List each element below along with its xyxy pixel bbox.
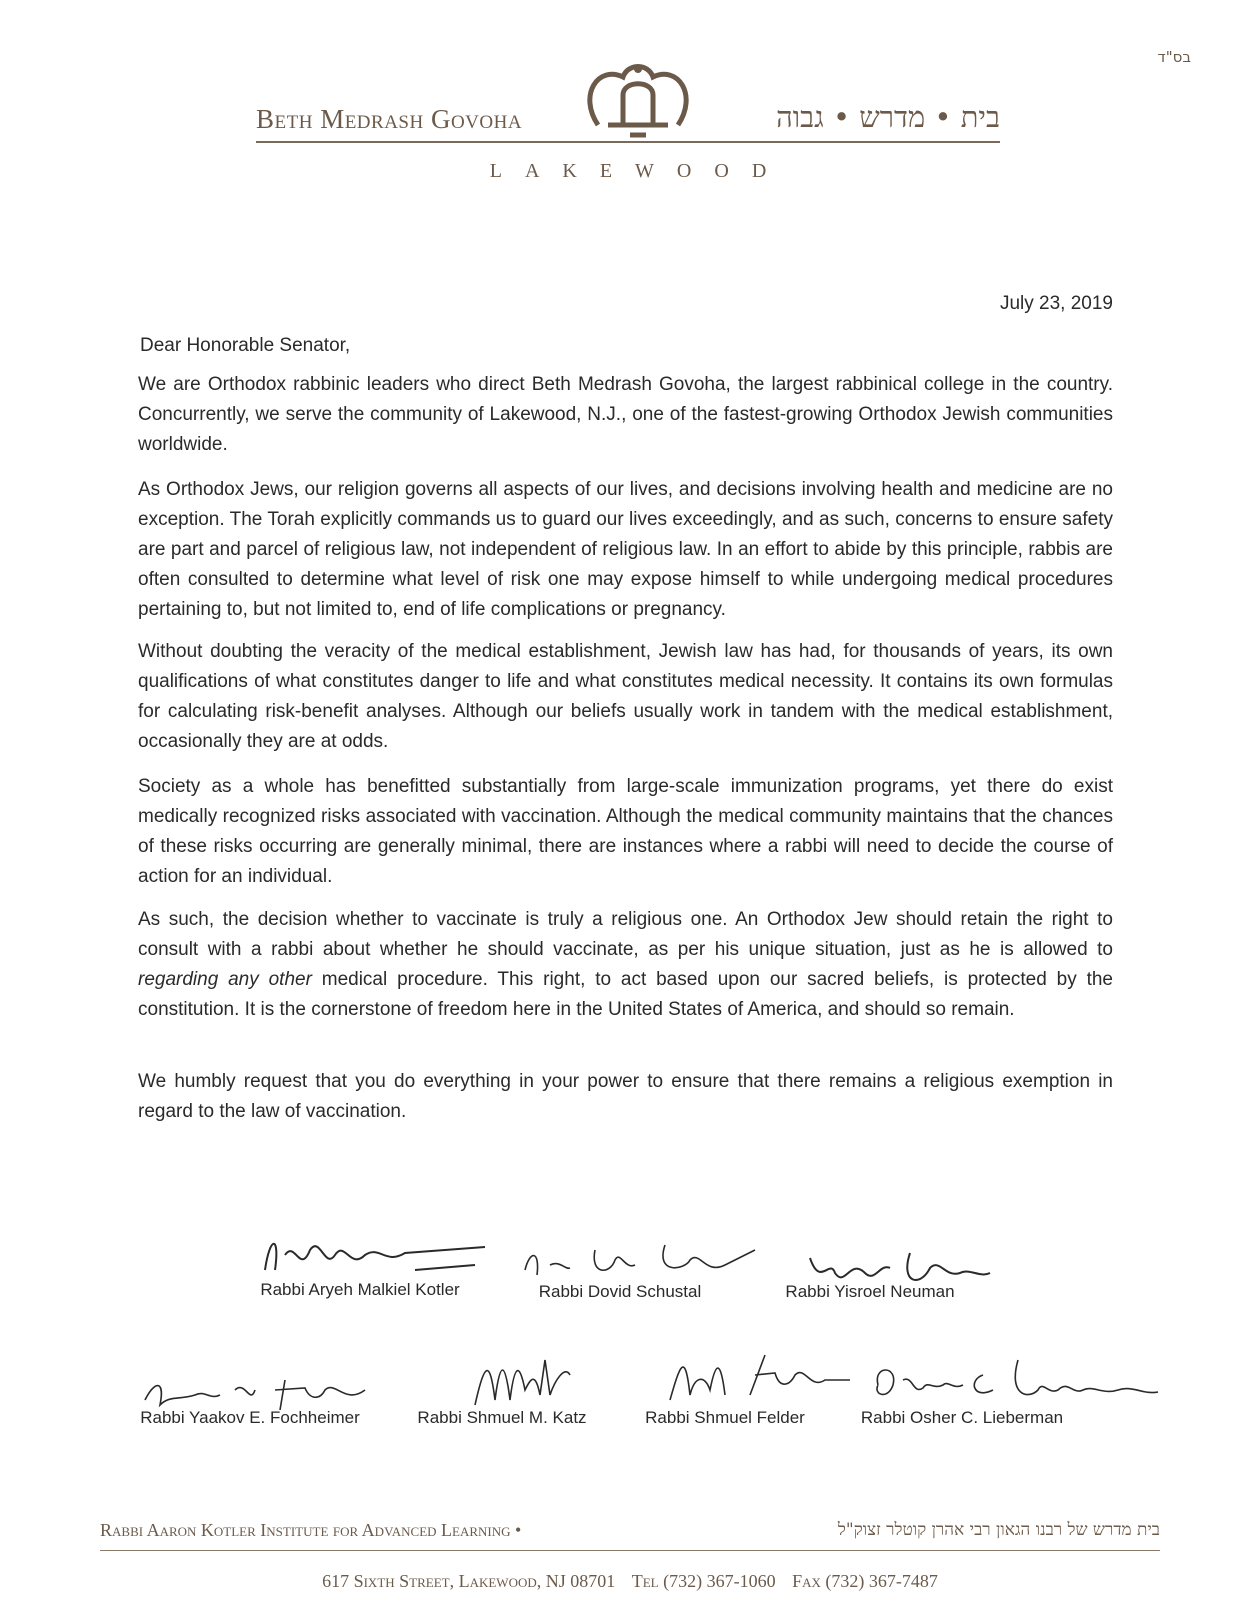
letterhead-name-hebrew: בית • מדרש • גבוה [776,100,1000,134]
paragraph-1: We are Orthodox rabbinic leaders who direct Beth Medrash Govoha, the largest rabbinical college in the country. Concurrently, we serve the community of Lakewood, N.J., one of the fastest-growing Orthodox Jewish communities worldwide. [138,374,1113,455]
signature-schustal [515,1230,775,1290]
footer-institute-hebrew: בית מדרש של רבנו הגאון רבי אהרן קוטלר זצוק"ל [837,1520,1160,1540]
crown-arch-logo [578,55,698,141]
signatory-name: Rabbi Shmuel M. Katz [417,1408,587,1427]
letterhead-divider [256,141,1000,143]
bsd-mark: בס"ד [1157,48,1191,66]
paragraph-2: As Orthodox Jews, our religion governs all aspects of our lives, and decisions involving health and medicine are no exception. The Torah explicitly commands us to guard our lives exceedingly, and as such, concerns to ensure safety are part and parcel of religious law, not independent of religious law. In an effort to abide by this principle, rabbis are often consulted to determine what level of risk one may expose himself to while undergoing medical procedures pertaining to, but not limited to, end of life complications or pregnancy. [138,479,1113,620]
paragraph-5-text-b: medical procedure. This right, to act based upon our sacred beliefs, is protected by the constitution. It is the cornerstone of freedom here in the United States of America, and should so remain. [138,969,1113,1020]
footer-fax: Fax (732) 367-7487 [792,1571,938,1591]
paragraph-5-text-a: As such, the decision whether to vaccinate is truly a religious one. An Orthodox Jew should retain the right to consult with a rabbi about whether he should vaccinate, as per his unique situation, just as he is allowed to [138,909,1113,960]
signatory-name: Rabbi Dovid Schustal [538,1282,702,1301]
signature-kotler [255,1225,515,1285]
signatory-name: Rabbi Aryeh Malkiel Kotler [260,1280,460,1299]
signatory-name: Rabbi Osher C. Lieberman [860,1408,1064,1427]
signatory-name: Rabbi Yisroel Neuman [785,1282,955,1301]
footer-institute [100,1520,1160,1541]
footer-divider [100,1550,1160,1551]
paragraph-4: Society as a whole has benefitted substantially from large-scale immunization programs, yet there do exist medically recognized risks associated with vaccination. Although the medical community maintains that the chances of these risks occurring are generally minimal, there are instances where a rabbi will need to decide the course of action for an individual. [138,776,1113,887]
letterhead-name-english: Beth Medrash Govoha [256,104,523,134]
paragraph-6: We humbly request that you do everything in your power to ensure that there remains a religious exemption in regard to the law of vaccination. [138,1071,1113,1122]
footer-contact [100,1571,1160,1592]
letter-salutation: Dear Honorable Senator, [140,335,351,356]
paragraph-5 [138,905,1113,1025]
paragraph-5-italic: regarding any other [138,969,312,990]
footer-institute-english: Rabbi Aaron Kotler Institute for Advanced Learning • [100,1520,522,1540]
signature-lieberman [868,1350,1168,1410]
footer-address: 617 Sixth Street, Lakewood, NJ 08701 [322,1571,616,1591]
signatory-name: Rabbi Shmuel Felder [645,1408,805,1427]
letter-date: July 23, 2019 [999,293,1113,314]
paragraph-3: Without doubting the veracity of the medical establishment, Jewish law has had, for thousands of years, its own qualifications of what constitutes danger to life and what constitutes medical necessity. It contains its own formulas for calculating risk-benefit analyses. Although our beliefs usually work in tandem with the medical establishment, occasionally they are at odds. [138,641,1113,752]
signatory-name: Rabbi Yaakov E. Fochheimer [140,1408,360,1427]
footer-tel: Tel (732) 367-1060 [631,1571,776,1591]
letterhead-city: LAKEWOOD [489,160,790,182]
